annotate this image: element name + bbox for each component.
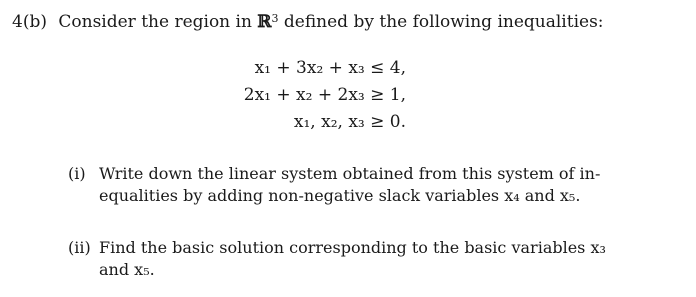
inequality-1: x₁ + 3x₂ + x₃ ≤ 4, xyxy=(254,58,406,78)
part-ii-label: (ii) xyxy=(68,238,91,257)
inequality-3: x₁, x₂, x₃ ≥ 0. xyxy=(293,112,406,132)
part-ii-line-2: and x₅. xyxy=(99,260,155,279)
part-i-label: (i) xyxy=(68,164,86,183)
real-space-power: 3 xyxy=(271,12,279,25)
question-number: 4(b) xyxy=(12,12,47,32)
part-i-line-1: Write down the linear system obtained from this system of in- xyxy=(99,164,601,183)
intro-text-start: Consider the region in xyxy=(58,12,252,32)
part-i-line-2: equalities by adding non-negative slack variables x₄ and x₅. xyxy=(99,186,581,205)
intro-text-end: defined by the following inequalities: xyxy=(283,12,604,32)
question-heading xyxy=(12,12,604,32)
inequality-2: 2x₁ + x₂ + 2x₃ ≥ 1, xyxy=(243,85,406,105)
real-space-symbol: ℝ xyxy=(257,12,272,32)
part-ii-line-1: Find the basic solution corresponding to the basic variables x₃ xyxy=(99,238,606,257)
